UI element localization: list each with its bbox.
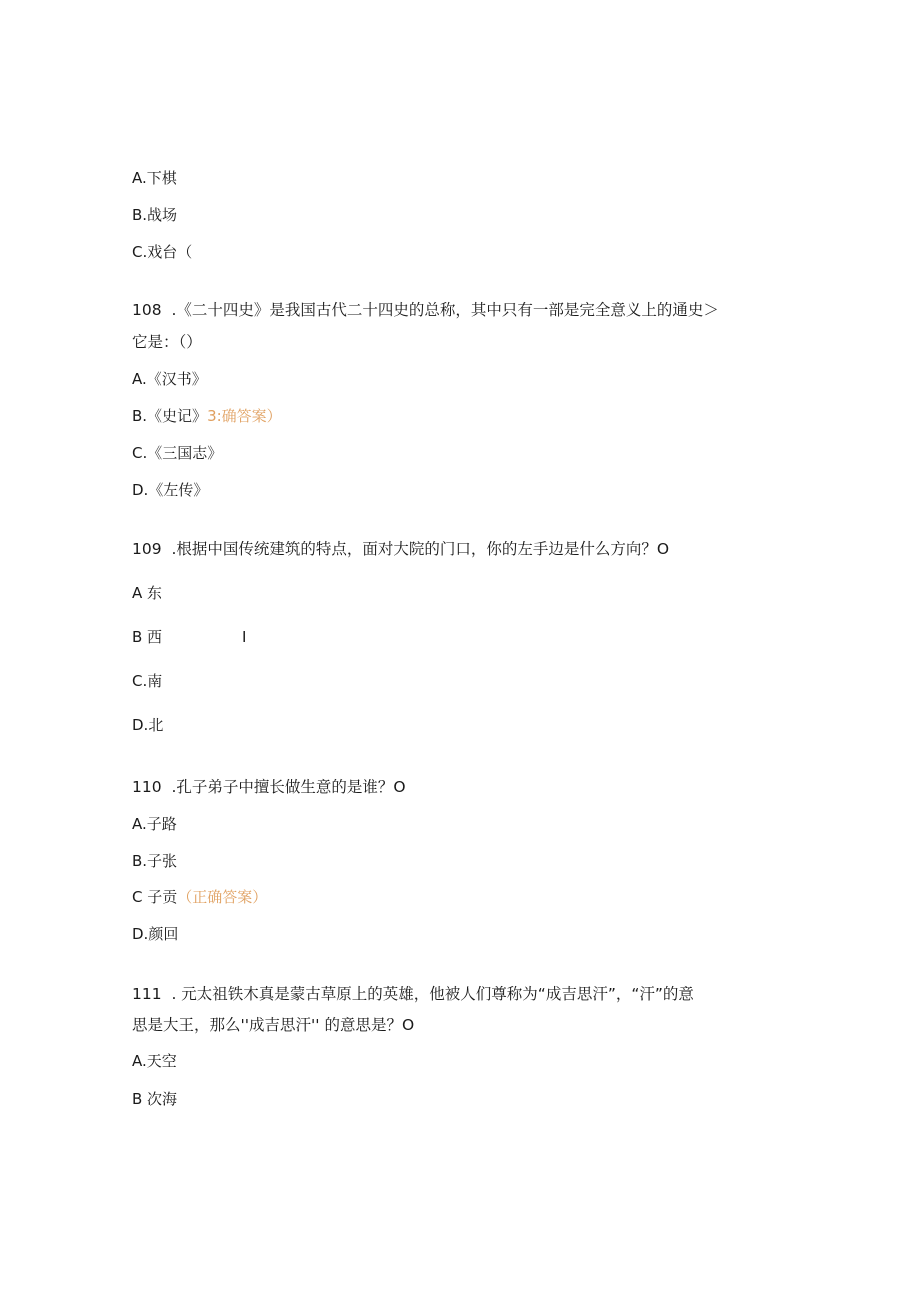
question-111-text-cont: 思是大王，那么''成吉思汗'' 的意思是？O — [132, 1016, 415, 1034]
q110-option-c-label: C 子贡 — [132, 888, 178, 906]
question-109-text: 109 .根据中国传统建筑的特点，面对大院的门口，你的左手边是什么方向？O — [132, 540, 670, 558]
q109-option-d: D.北 — [132, 716, 164, 734]
q109-option-b: B 西 — [132, 628, 163, 646]
option-b: B.战场 — [132, 206, 178, 224]
question-108-text: 108 .《二十四史》是我国古代二十四史的总称，其中只有一部是完全意义上的通史＞ — [132, 301, 719, 319]
question-110-text: 110 .孔子弟子中擅长做生意的是谁？O — [132, 778, 406, 796]
q110-option-b: B.子张 — [132, 852, 178, 870]
q110-option-a: A.子路 — [132, 815, 177, 833]
q110-option-d: D.颜回 — [132, 925, 179, 943]
q111-option-b: B 次海 — [132, 1090, 178, 1108]
option-a: A.下棋 — [132, 169, 177, 187]
question-108-text-cont: 它是：（） — [132, 333, 202, 351]
q108-option-c: C.《三国志》 — [132, 444, 223, 462]
q109-option-a: A 东 — [132, 584, 163, 602]
q108-option-d: D.《左传》 — [132, 481, 209, 499]
question-111-text: 111 . 元太祖铁木真是蒙古草原上的英雄，他被人们尊称为“成吉思汗”，“汗”的意 — [132, 985, 694, 1003]
q108-answer-marker: 3:确答案） — [207, 407, 282, 425]
q111-option-a: A.天空 — [132, 1052, 177, 1070]
q110-answer-marker: （正确答案） — [177, 888, 268, 906]
q110-option-c — [132, 887, 267, 907]
option-c: C.戏台（ — [132, 243, 193, 261]
q108-option-a: A.《汉书》 — [132, 370, 207, 388]
q109-option-c: C.南 — [132, 672, 163, 690]
text-cursor-mark: I — [242, 628, 247, 646]
q108-option-b-label: B.《史记》 — [132, 407, 208, 425]
q108-option-b — [132, 406, 282, 426]
